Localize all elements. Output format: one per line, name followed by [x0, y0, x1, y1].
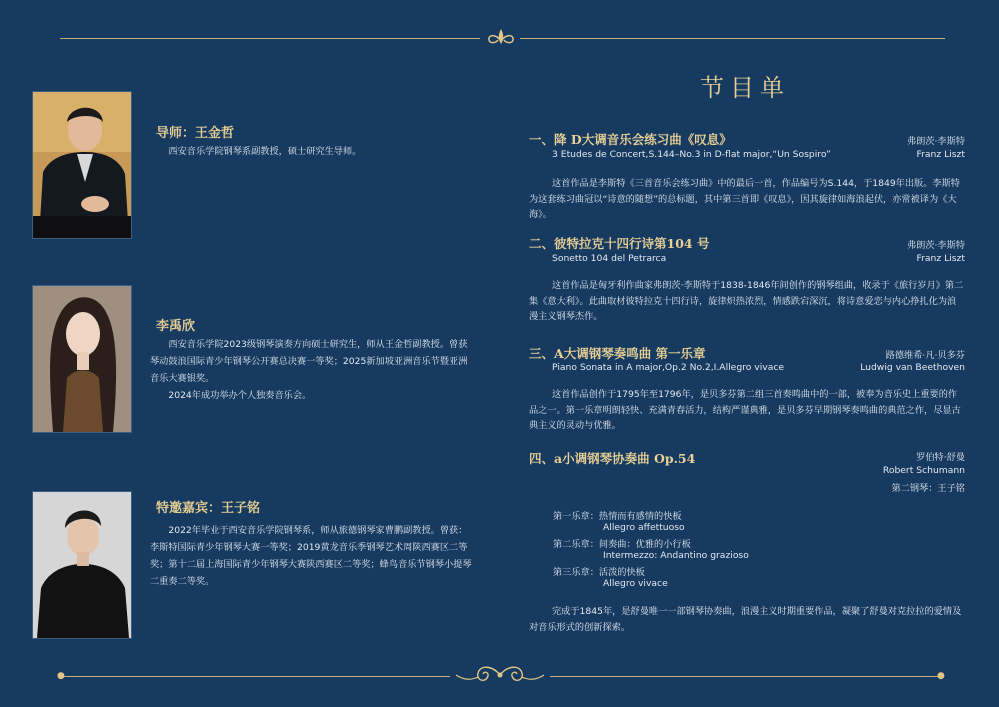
- bottom-divider-left: [64, 676, 450, 677]
- top-divider-left: [60, 38, 480, 39]
- bio-paragraph: 西安音乐学院2023级钢琴演奏方向硕士研究生，师从王金哲副教授。曾获琴动鼓浪国际青少年钢琴公开赛总决赛一等奖；2025新加坡亚洲音乐节暨亚洲音乐大赛银奖。: [150, 339, 468, 384]
- piece-description-2: [529, 278, 965, 325]
- bio-paragraph: 2022年毕业于西安音乐学院钢琴系，师从旅德钢琴家曹鹏副教授。曾获：李斯特国际青少年钢琴大赛一等奖；2019黄龙音乐季钢琴艺术周陕西赛区二等奖；第十二届上海国际青少年钢琴大赛陕西赛区二等奖；蜂鸟音乐节钢琴小提琴二重奏二等奖。: [150, 525, 472, 587]
- piece-composer-en-4: Robert Schumann: [882, 465, 965, 476]
- person-bio-mentor: [150, 143, 425, 160]
- bio-paragraph: 2024年成功举办个人独奏音乐会。: [168, 390, 312, 401]
- portrait-photo-wang-jinzhe: [32, 91, 132, 239]
- piece-subtitle-1: 3 Etudes de Concert,S.144–No.3 in D-flat major,“Un Sospiro”: [552, 149, 831, 160]
- top-divider-right: [520, 38, 945, 39]
- portrait-photo-li-yuxin: [32, 285, 132, 433]
- description-text: 完成于1845年，是舒曼唯一一部钢琴协奏曲，浪漫主义时期重要作品，凝聚了舒曼对克拉拉的爱情及对音乐形式的创新探索。: [529, 606, 962, 633]
- person-name-performer: 李禹欣: [156, 319, 196, 334]
- person-bio-guest: [150, 522, 475, 590]
- piece-title-3: 三、A大调钢琴奏鸣曲 第一乐章: [529, 346, 706, 361]
- portrait-photo-wang-ziming: [32, 491, 132, 639]
- piece-composer-cn-4: 罗伯特·舒曼: [916, 452, 965, 463]
- movement-en: Allegro affettuoso: [603, 522, 685, 533]
- scroll-ornament-icon: [452, 663, 548, 691]
- program-title: 节目单: [700, 74, 790, 102]
- piece-second-piano-4: 第二钢琴：王子铭: [891, 483, 965, 494]
- bottom-dot-left-icon: ●: [57, 671, 65, 681]
- person-name-mentor: 导师：王金哲: [156, 126, 235, 141]
- piece-composer-en-1: Franz Liszt: [916, 149, 965, 160]
- person-bio-performer: [150, 336, 475, 404]
- piece-description-4: [529, 604, 965, 635]
- movement-cn: 第三乐章：活泼的快板: [553, 567, 645, 578]
- piece-title-4: 四、a小调钢琴协奏曲 Op.54: [529, 451, 696, 466]
- piece-subtitle-3: Piano Sonata in A major,Op.2 No.2,I.Allegro vivace: [552, 362, 785, 373]
- piece-composer-cn-3: 路德维希·凡·贝多芬: [885, 350, 965, 361]
- bottom-dot-right-icon: ●: [937, 671, 945, 681]
- description-text: 这首作品是匈牙利作曲家弗朗茨·李斯特于1838-1846年间创作的钢琴组曲，收录于《旅行岁月》第二集《意大利》。此曲取材彼特拉克十四行诗，旋律炽热浓烈，情感跌宕深沉，将诗意爱恋与内心挣扎化为浪漫主义钢琴杰作。: [529, 280, 964, 322]
- description-text: 这首作品是李斯特《三首音乐会练习曲》中的最后一首，作品编号为S.144，于1849年出版。李斯特为这套练习曲冠以“诗意的随想”的总标题，其中第三首即《叹息》，因其旋律如海浪起伏，亦常被译为《大海》。: [529, 178, 960, 220]
- fleur-ornament-icon: [483, 27, 519, 51]
- piece-composer-en-2: Franz Liszt: [916, 253, 965, 264]
- piece-description-1: [529, 176, 965, 223]
- description-text: 这首作品创作于1795年至1796年，是贝多芬第二组三首奏鸣曲中的一部，被奉为音乐史上重要的作品之一。第一乐章明朗轻快、充满青春活力，结构严谨典雅，是贝多芬早期钢琴奏鸣曲的典范之作，尽显古典主义的灵动与优雅。: [529, 389, 961, 431]
- piece-title-2: 二、彼特拉克十四行诗第104 号: [529, 236, 710, 251]
- piece-composer-cn-2: 弗朗茨·李斯特: [906, 240, 965, 251]
- piece-title-1: 一、降 D大调音乐会练习曲《叹息》: [529, 132, 732, 147]
- person-name-guest: 特邀嘉宾：王子铭: [156, 501, 261, 516]
- bottom-divider-right: [550, 676, 938, 677]
- movement-en: Allegro vivace: [603, 578, 668, 589]
- movement-en: Intermezzo: Andantino grazioso: [603, 550, 749, 561]
- piece-composer-cn-1: 弗朗茨·李斯特: [906, 136, 965, 147]
- movement-cn: 第一乐章：热情而有感情的快板: [553, 511, 682, 522]
- movement-cn: 第二乐章：间奏曲：优雅的小行板: [553, 539, 691, 550]
- piece-description-3: [529, 387, 965, 434]
- bio-paragraph: 西安音乐学院钢琴系副教授，硕士研究生导师。: [168, 146, 362, 157]
- piece-subtitle-2: Sonetto 104 del Petrarca: [552, 253, 667, 264]
- piece-composer-en-3: Ludwig van Beethoven: [860, 362, 965, 373]
